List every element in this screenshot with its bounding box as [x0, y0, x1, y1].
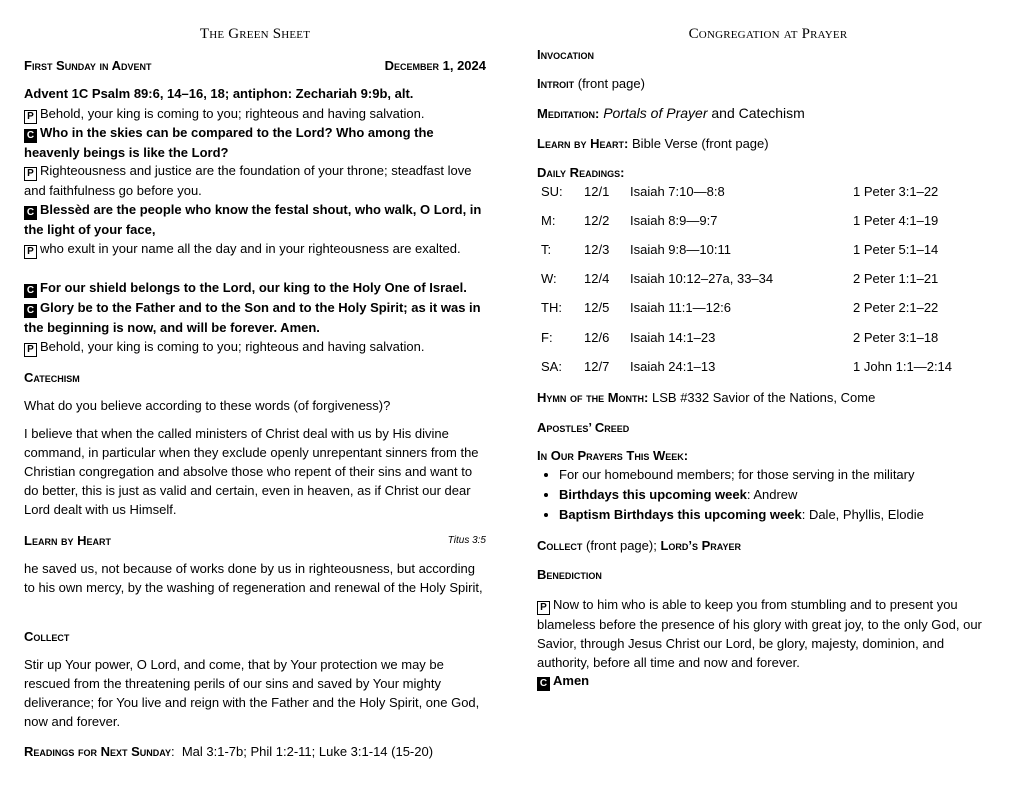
hymn-of-month: Hymn of the Month: LSB #332 Savior of the Nations, Come — [537, 390, 876, 405]
congregation-marker-icon: C — [24, 304, 37, 318]
psalm-verse-7: C Glory be to the Father and to the Son and to the Holy Spirit; as it was in the beginning is now, and will be forever. Amen. — [24, 300, 481, 335]
congregation-marker-icon: C — [24, 284, 37, 298]
service-date: December 1, 2024 — [384, 58, 486, 73]
daily-readings-heading: Daily Readings: — [537, 165, 625, 180]
learn-heading: Learn by Heart — [24, 533, 112, 548]
list-item: • Birthdays this upcoming week: Andrew — [559, 485, 999, 505]
collect-lords-prayer-line: Collect (front page); Lord’s Prayer — [537, 538, 741, 553]
readings-next-sunday: Readings for Next Sunday: Mal 3:1-7b; Phil 1:2-11; Luke 3:1-14 (15-20) — [24, 744, 434, 759]
benediction-text: P Now to him who is able to keep you from stumbling and to present you blameless before the presence of his glory with great joy, to the only God, our Savior, through Jesus Christ our Lord, be glory, majesty, dominion, and authority, before all time and now and forever. — [537, 597, 982, 670]
table-row: T: 12/3 Isaiah 9:8—10:11 1 Peter 5:1–14 — [541, 242, 939, 257]
collect-heading: Collect — [24, 629, 70, 644]
pastor-marker-icon: P — [24, 110, 37, 124]
pastor-marker-icon: P — [24, 343, 37, 357]
table-row: F: 12/6 Isaiah 14:1–23 2 Peter 3:1–18 — [541, 330, 939, 345]
congregation-marker-icon: C — [537, 677, 550, 691]
psalm-verse-4: C Blessèd are the people who know the festal shout, who walk, O Lord, in the light of your face, — [24, 202, 482, 237]
catechism-answer: I believe that when the called ministers of Christ deal with us by His divine command, in particular when they exclude openly unrepentant sinners from the Christian congregation and absolve those who repent of their sins and want to do better, this is just as valid and certain, even in heaven, as if Christ our dear Lord dealt with us Himself. — [24, 426, 479, 517]
page-title-right: Congregation at Prayer — [688, 26, 848, 42]
congregation-marker-icon: C — [24, 206, 37, 220]
introit-line: Introit (front page) — [537, 76, 645, 91]
table-row: SA: 12/7 Isaiah 24:1–13 1 John 1:1—2:14 — [541, 359, 953, 374]
learn-text: he saved us, not because of works done by us in righteousness, but according to his own mercy, by the washing of regeneration and renewal of the Holy Spirit, — [24, 561, 483, 595]
list-item: • Baptism Birthdays this upcoming week: Dale, Phyllis, Elodie — [559, 505, 999, 525]
creed-heading: Apostles’ Creed — [537, 420, 630, 435]
meditation-line: Meditation: Portals of Prayer and Catechism — [537, 105, 805, 121]
psalm-verse-5: P who exult in your name all the day and in your righteousness are exalted. — [24, 239, 486, 259]
psalm-verse-2: C Who in the skies can be compared to the Lord? Who among the heavenly beings is like the Lord? — [24, 125, 434, 160]
collect-text: Stir up Your power, O Lord, and come, that by Your protection we may be rescued from the threatening perils of our sins and saved by Your mighty deliverance; for You live and reign with the Father and the Holy Spirit, one God, now and forever. — [24, 657, 480, 729]
table-row: SU: 12/1 Isaiah 7:10—8:8 1 Peter 3:1–22 — [541, 184, 939, 199]
psalm-verse-8: P Behold, your king is coming to you; righteous and having salvation. — [24, 337, 486, 357]
benediction-heading: Benediction — [537, 567, 602, 582]
learn-reference: Titus 3:5 — [447, 535, 486, 546]
catechism-heading: Catechism — [24, 370, 80, 385]
sunday-name: First Sunday in Advent — [24, 58, 152, 73]
prayers-list — [537, 465, 999, 525]
psalm-verse-6: C For our shield belongs to the Lord, our king to the Holy One of Israel. — [24, 278, 486, 298]
psalm-verse-1: P Behold, your king is coming to you; righteous and having salvation. — [24, 104, 486, 124]
congregation-marker-icon: C — [24, 129, 37, 143]
learn-by-heart-line: Learn by Heart: Bible Verse (front page) — [537, 136, 769, 151]
psalm-verse-3: P Righteousness and justice are the foundation of your throne; steadfast love and faithfulness go before you. — [24, 163, 472, 198]
table-row: TH: 12/5 Isaiah 11:1—12:6 2 Peter 2:1–22 — [541, 300, 939, 315]
pastor-marker-icon: P — [24, 245, 37, 259]
page-title-left: The Green Sheet — [199, 26, 311, 42]
table-row: M: 12/2 Isaiah 8:9—9:7 1 Peter 4:1–19 — [541, 213, 939, 228]
psalm-header: Advent 1C Psalm 89:6, 14–16, 18; antiphon: Zechariah 9:9b, alt. — [24, 86, 414, 101]
catechism-question: What do you believe according to these words (of forgiveness)? — [24, 398, 391, 413]
table-row: W: 12/4 Isaiah 10:12–27a, 33–34 2 Peter 1:1–21 — [541, 271, 939, 286]
list-item: • For our homebound members; for those serving in the military — [559, 465, 999, 485]
prayers-heading: In Our Prayers This Week: — [537, 448, 689, 463]
pastor-marker-icon: P — [537, 601, 550, 615]
invocation-heading: Invocation — [537, 47, 594, 62]
pastor-marker-icon: P — [24, 167, 37, 181]
amen-response: C Amen — [537, 671, 999, 691]
